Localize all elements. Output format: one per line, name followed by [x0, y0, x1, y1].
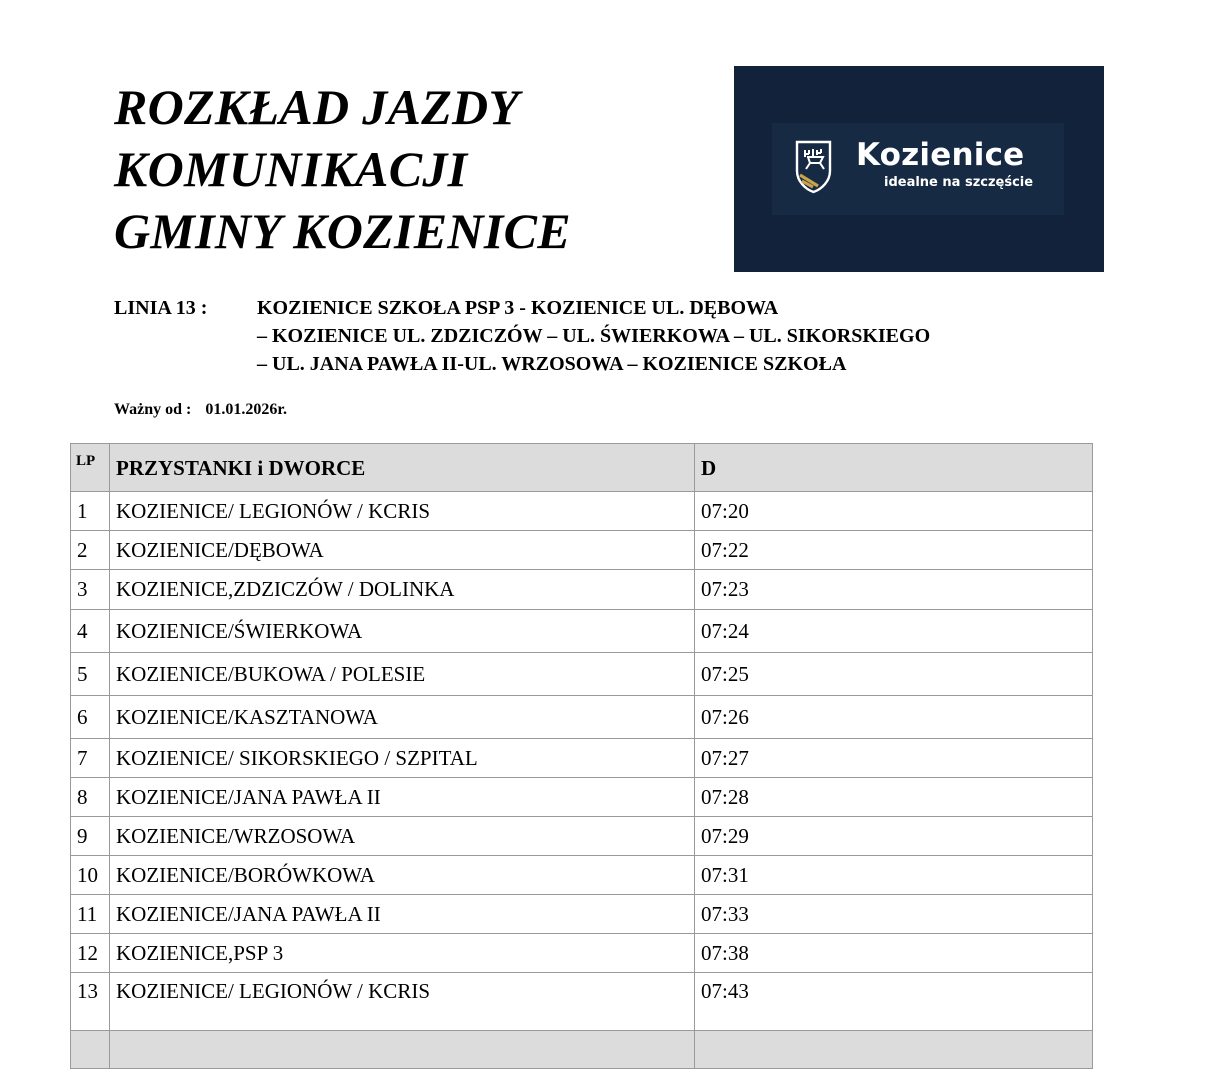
header-course: D [695, 444, 1093, 492]
table-row [71, 696, 1093, 739]
route-line-2: – KOZIENICE UL. ZDZICZÓW – UL. ŚWIERKOWA – UL. SIKORSKIEGO [257, 325, 931, 347]
row-lp: 9 [71, 817, 110, 856]
table-row [71, 492, 1093, 531]
row-stop: KOZIENICE/BUKOWA / POLESIE [110, 653, 695, 696]
row-lp: 4 [71, 610, 110, 653]
empty-cell [695, 1031, 1093, 1069]
logo-name: Kozienice [856, 137, 1025, 173]
title-line-3: GMINY KOZIENICE [114, 203, 571, 259]
table-header-row [71, 444, 1093, 492]
row-lp: 2 [71, 531, 110, 570]
row-lp: 7 [71, 739, 110, 778]
row-lp: 10 [71, 856, 110, 895]
row-time: 07:26 [695, 696, 1093, 739]
row-stop: KOZIENICE/ LEGIONÓW / KCRIS [110, 492, 695, 531]
row-lp: 12 [71, 934, 110, 973]
document-title [114, 76, 571, 262]
row-time: 07:31 [695, 856, 1093, 895]
row-lp: 11 [71, 895, 110, 934]
logo-tagline: idealne na szczęście [884, 175, 1034, 190]
logo-panel [772, 123, 1064, 215]
row-stop: KOZIENICE/JANA PAWŁA II [110, 895, 695, 934]
route-line-1: KOZIENICE SZKOŁA PSP 3 - KOZIENICE UL. DĘBOWA [257, 297, 779, 319]
deer-shield-icon [794, 139, 834, 195]
row-time: 07:28 [695, 778, 1093, 817]
row-stop: KOZIENICE/WRZOSOWA [110, 817, 695, 856]
table-empty-row [71, 1031, 1093, 1069]
row-time: 07:24 [695, 610, 1093, 653]
row-lp: 5 [71, 653, 110, 696]
table-row [71, 739, 1093, 778]
valid-from [114, 399, 287, 421]
title-line-1: ROZKŁAD JAZDY [114, 79, 520, 135]
header-stop: PRZYSTANKI i DWORCE [110, 444, 695, 492]
row-time: 07:22 [695, 531, 1093, 570]
header-lp: LP [71, 444, 110, 492]
row-stop: KOZIENICE/ŚWIERKOWA [110, 610, 695, 653]
row-time: 07:23 [695, 570, 1093, 610]
table-row [71, 653, 1093, 696]
row-time: 07:33 [695, 895, 1093, 934]
row-lp: 13 [71, 973, 110, 1031]
row-lp: 1 [71, 492, 110, 531]
row-stop: KOZIENICE/ LEGIONÓW / KCRIS [110, 973, 695, 1031]
row-stop: KOZIENICE/JANA PAWŁA II [110, 778, 695, 817]
title-line-2: KOMUNIKACJI [114, 141, 468, 197]
row-time: 07:43 [695, 973, 1093, 1031]
table-row [71, 856, 1093, 895]
row-time: 07:27 [695, 739, 1093, 778]
row-lp: 6 [71, 696, 110, 739]
line-label: LINIA 13 : [114, 297, 208, 319]
row-time: 07:20 [695, 492, 1093, 531]
row-stop: KOZIENICE/BORÓWKOWA [110, 856, 695, 895]
table-row [71, 973, 1093, 1031]
table-row [71, 934, 1093, 973]
route-line-3: – UL. JANA PAWŁA II-UL. WRZOSOWA – KOZIENICE SZKOŁA [257, 353, 847, 375]
table-row [71, 570, 1093, 610]
table-row [71, 895, 1093, 934]
valid-from-date: 01.01.2026r. [205, 401, 287, 418]
table-row [71, 531, 1093, 570]
route-description [257, 294, 1157, 378]
table-row [71, 817, 1093, 856]
row-stop: KOZIENICE,PSP 3 [110, 934, 695, 973]
table-row [71, 778, 1093, 817]
table-row [71, 610, 1093, 653]
timetable [70, 443, 1093, 1069]
row-time: 07:25 [695, 653, 1093, 696]
row-stop: KOZIENICE/KASZTANOWA [110, 696, 695, 739]
empty-cell [110, 1031, 695, 1069]
row-lp: 8 [71, 778, 110, 817]
row-stop: KOZIENICE/ SIKORSKIEGO / SZPITAL [110, 739, 695, 778]
empty-cell [71, 1031, 110, 1069]
row-stop: KOZIENICE,ZDZICZÓW / DOLINKA [110, 570, 695, 610]
row-lp: 3 [71, 570, 110, 610]
kozienice-logo [734, 66, 1104, 272]
valid-from-label: Ważny od : [114, 401, 192, 418]
row-time: 07:29 [695, 817, 1093, 856]
row-stop: KOZIENICE/DĘBOWA [110, 531, 695, 570]
row-time: 07:38 [695, 934, 1093, 973]
